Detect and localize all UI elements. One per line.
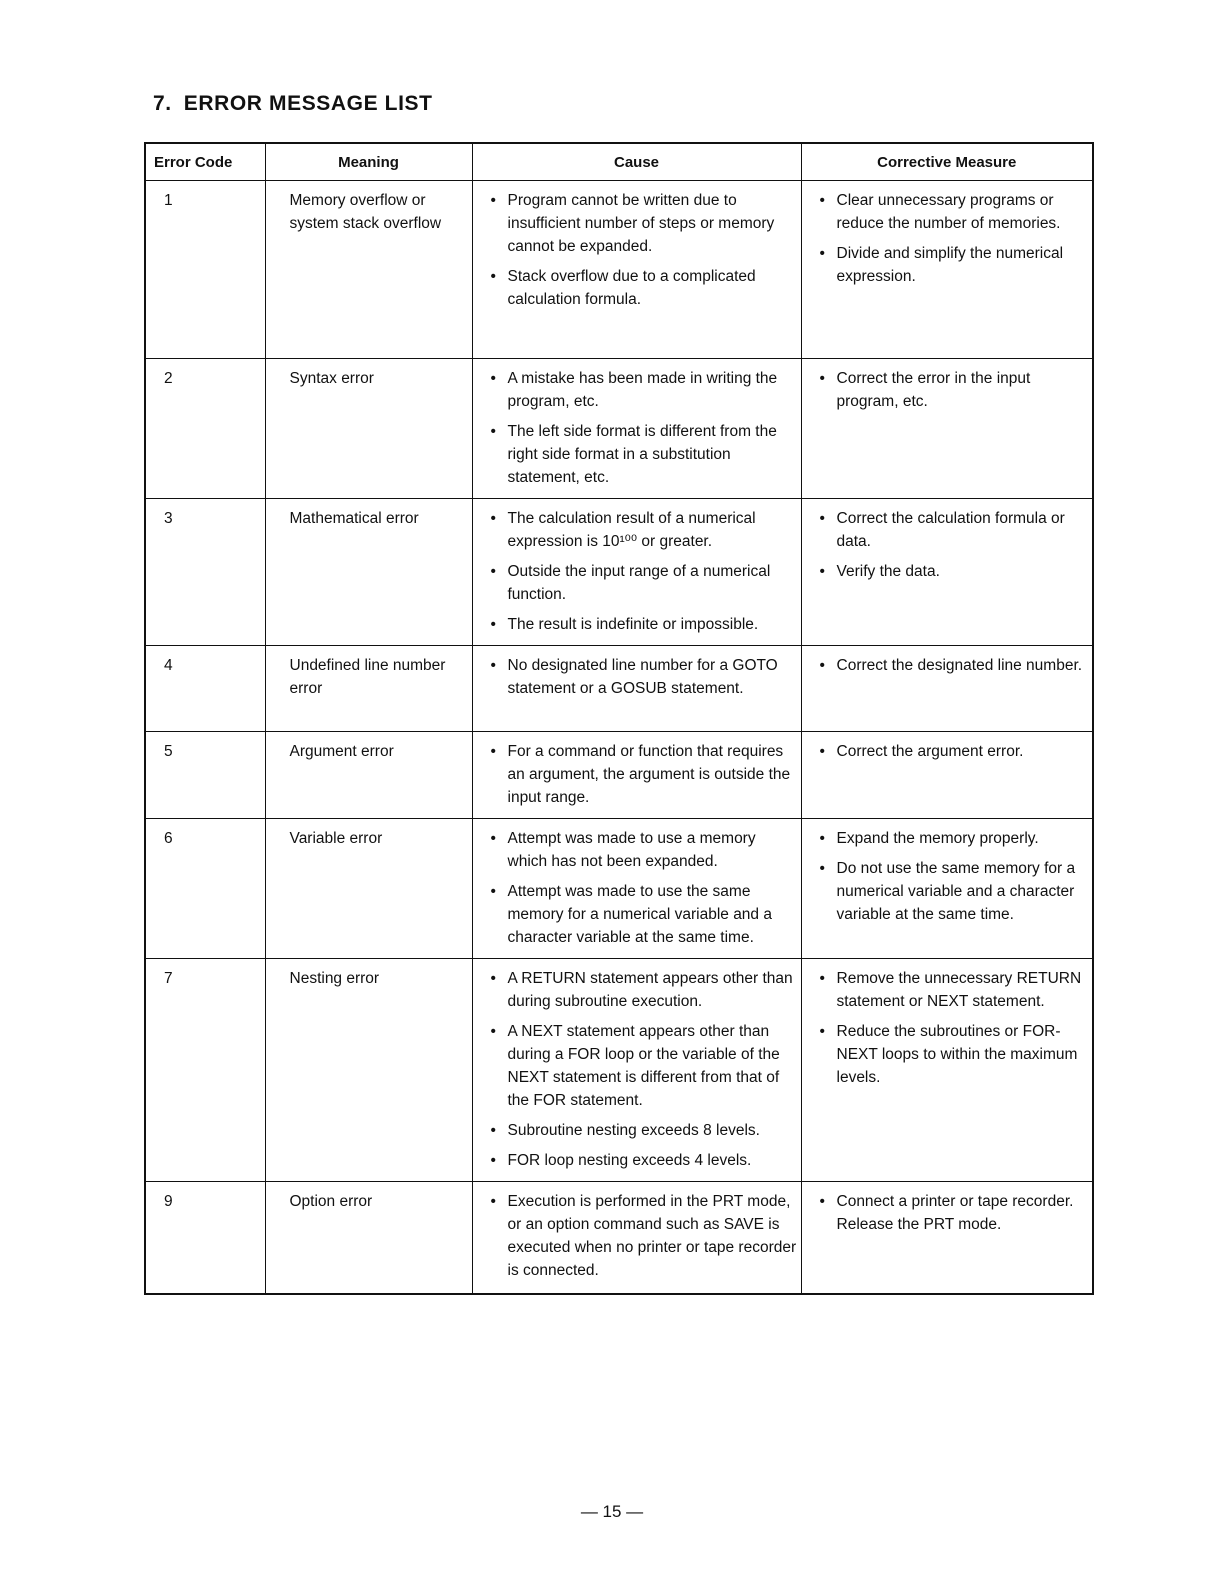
error-code: 2 (145, 359, 265, 499)
measure-item: • Reduce the subroutines or FOR-NEXT loops to within the maximum levels. (820, 1020, 1089, 1089)
measure-item: • Correct the calculation formula or data. (820, 507, 1089, 553)
page-number: — 15 — (580, 1502, 644, 1521)
error-meaning: Undefined line number error (265, 646, 472, 732)
measure-item: • Do not use the same memory for a numerical variable and a character variable at the same time. (820, 857, 1089, 926)
error-cause (472, 646, 801, 732)
corrective-measure (801, 1182, 1093, 1294)
error-code: 1 (145, 181, 265, 359)
table-row (145, 181, 1093, 359)
error-message-table (144, 142, 1094, 1295)
table-row (145, 359, 1093, 499)
section-title (153, 92, 433, 116)
cause-item: • The left side format is different from the right side format in a substitution statement, etc. (491, 420, 797, 489)
cause-item: • Execution is performed in the PRT mode, or an option command such as SAVE is executed when no printer or tape recorder is connected. (491, 1190, 797, 1282)
header-corrective-measure: Corrective Measure (801, 143, 1093, 181)
error-meaning: Syntax error (265, 359, 472, 499)
header-error-code: Error Code (145, 143, 265, 181)
error-meaning: Option error (265, 1182, 472, 1294)
error-meaning: Argument error (265, 732, 472, 819)
table-row (145, 959, 1093, 1182)
error-code: 6 (145, 819, 265, 959)
table-row (145, 1182, 1093, 1294)
error-meaning: Nesting error (265, 959, 472, 1182)
error-code: 4 (145, 646, 265, 732)
corrective-measure (801, 359, 1093, 499)
measure-item: • Remove the unnecessary RETURN statement or NEXT statement. (820, 967, 1089, 1013)
error-meaning: Mathematical error (265, 499, 472, 646)
error-cause (472, 732, 801, 819)
measure-note: Release the PRT mode. (836, 1216, 1002, 1233)
measure-item: • Correct the argument error. (820, 740, 1089, 763)
cause-item: • A RETURN statement appears other than during subroutine execution. (491, 967, 797, 1013)
table-row (145, 819, 1093, 959)
table-row (145, 499, 1093, 646)
cause-item: • No designated line number for a GOTO statement or a GOSUB statement. (491, 654, 797, 700)
header-meaning: Meaning (265, 143, 472, 181)
error-cause (472, 359, 801, 499)
header-cause: Cause (472, 143, 801, 181)
cause-item: • Program cannot be written due to insufficient number of steps or memory cannot be expanded. (491, 189, 797, 258)
measure-item: • Expand the memory properly. (820, 827, 1089, 850)
cause-item: • Stack overflow due to a complicated calculation formula. (491, 265, 797, 311)
error-code: 7 (145, 959, 265, 1182)
error-meaning: Variable error (265, 819, 472, 959)
cause-item: • For a command or function that requires an argument, the argument is outside the input range. (491, 740, 797, 809)
section-number: 7. (153, 92, 172, 115)
error-meaning: Memory overflow or system stack overflow (265, 181, 472, 359)
corrective-measure (801, 646, 1093, 732)
corrective-measure (801, 732, 1093, 819)
error-cause (472, 959, 801, 1182)
table-row (145, 646, 1093, 732)
table-header-row (145, 143, 1093, 181)
measure-item: • Connect a printer or tape recorder. (820, 1190, 1089, 1213)
cause-item: • FOR loop nesting exceeds 4 levels. (491, 1149, 797, 1172)
error-code: 5 (145, 732, 265, 819)
measure-item: • Clear unnecessary programs or reduce the number of memories. (820, 189, 1089, 235)
corrective-measure (801, 499, 1093, 646)
measure-item: • Divide and simplify the numerical expression. (820, 242, 1089, 288)
corrective-measure (801, 819, 1093, 959)
cause-item: • Subroutine nesting exceeds 8 levels. (491, 1119, 797, 1142)
cause-item: • A mistake has been made in writing the program, etc. (491, 367, 797, 413)
corrective-measure (801, 181, 1093, 359)
error-code: 3 (145, 499, 265, 646)
section-title-text: ERROR MESSAGE LIST (183, 92, 433, 115)
cause-item: • The calculation result of a numerical expression is 10¹⁰⁰ or greater. (491, 507, 797, 553)
cause-item: • A NEXT statement appears other than during a FOR loop or the variable of the NEXT statement is different from that of the FOR statement. (491, 1020, 797, 1112)
measure-item: • Correct the error in the input program, etc. (820, 367, 1089, 413)
measure-item: • Correct the designated line number. (820, 654, 1089, 677)
measure-item: • Verify the data. (820, 560, 1089, 583)
corrective-measure (801, 959, 1093, 1182)
table-row (145, 732, 1093, 819)
error-cause (472, 1182, 801, 1294)
error-cause (472, 499, 801, 646)
cause-item: • Attempt was made to use the same memory for a numerical variable and a character variable at the same time. (491, 880, 797, 949)
error-cause (472, 819, 801, 959)
error-cause (472, 181, 801, 359)
error-code: 9 (145, 1182, 265, 1294)
cause-item: • The result is indefinite or impossible. (491, 613, 797, 636)
cause-item: • Outside the input range of a numerical function. (491, 560, 797, 606)
cause-item: • Attempt was made to use a memory which has not been expanded. (491, 827, 797, 873)
